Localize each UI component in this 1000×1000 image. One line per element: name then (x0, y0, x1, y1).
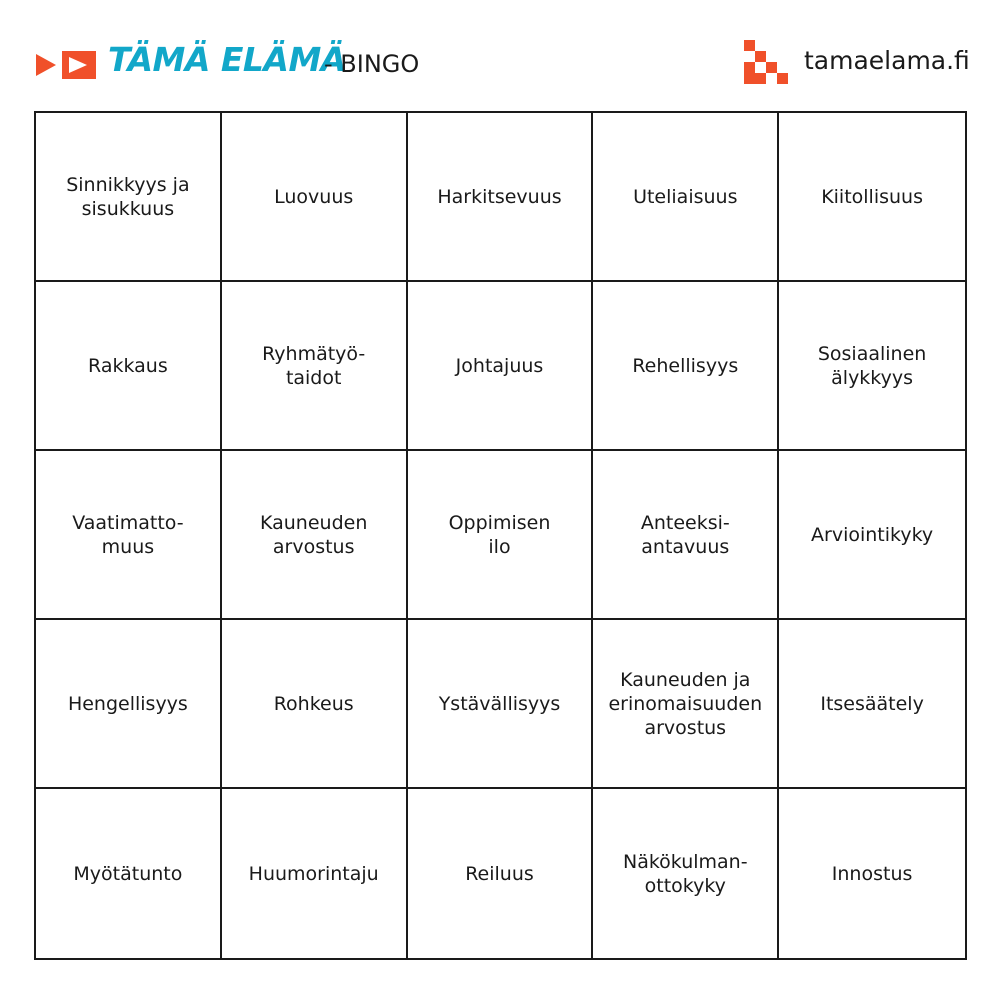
checker-pattern-icon (744, 40, 788, 88)
bingo-cell[interactable]: Luovuus (222, 113, 408, 282)
bingo-cell[interactable]: Hengellisyys (36, 620, 222, 789)
bingo-cell[interactable]: Sosiaalinen älykkyys (779, 282, 965, 451)
bingo-cell[interactable]: Itsesäätely (779, 620, 965, 789)
bingo-cell[interactable]: Ryhmätyö- taidot (222, 282, 408, 451)
site-url-link[interactable]: tamaelama.fi (804, 46, 970, 75)
bingo-cell[interactable]: Kauneuden arvostus (222, 451, 408, 620)
bingo-cell[interactable]: Ystävällisyys (408, 620, 594, 789)
brand-title: TÄMÄ ELÄMÄ (108, 40, 346, 79)
bingo-cell[interactable]: Myötätunto (36, 789, 222, 958)
bingo-cell[interactable]: Sinnikkyys ja sisukkuus (36, 113, 222, 282)
header (0, 0, 1000, 110)
bingo-cell[interactable]: Harkitsevuus (408, 113, 594, 282)
bingo-cell[interactable]: Anteeksi- antavuus (593, 451, 779, 620)
bingo-cell[interactable]: Rehellisyys (593, 282, 779, 451)
bingo-cell[interactable]: Kauneuden ja erinomaisuuden arvostus (593, 620, 779, 789)
bingo-cell[interactable]: Arviointikyky (779, 451, 965, 620)
bingo-cell[interactable]: Kiitollisuus (779, 113, 965, 282)
bingo-cell[interactable]: Vaatimatto- muus (36, 451, 222, 620)
bingo-cell[interactable]: Johtajuus (408, 282, 594, 451)
bingo-cell[interactable]: Rakkaus (36, 282, 222, 451)
bingo-cell[interactable]: Rohkeus (222, 620, 408, 789)
page-subtitle: - BINGO (324, 50, 420, 78)
bingo-cell[interactable]: Reiluus (408, 789, 594, 958)
play-arrows-icon (36, 50, 98, 84)
bingo-grid (34, 111, 967, 960)
bingo-cell[interactable]: Oppimisen ilo (408, 451, 594, 620)
bingo-cell[interactable]: Innostus (831, 862, 913, 885)
bingo-cell[interactable]: Uteliaisuus (593, 113, 779, 282)
bingo-cell[interactable]: Näkökulman- ottokyky (593, 789, 779, 958)
bingo-cell[interactable]: Huumorintaju (222, 789, 408, 958)
